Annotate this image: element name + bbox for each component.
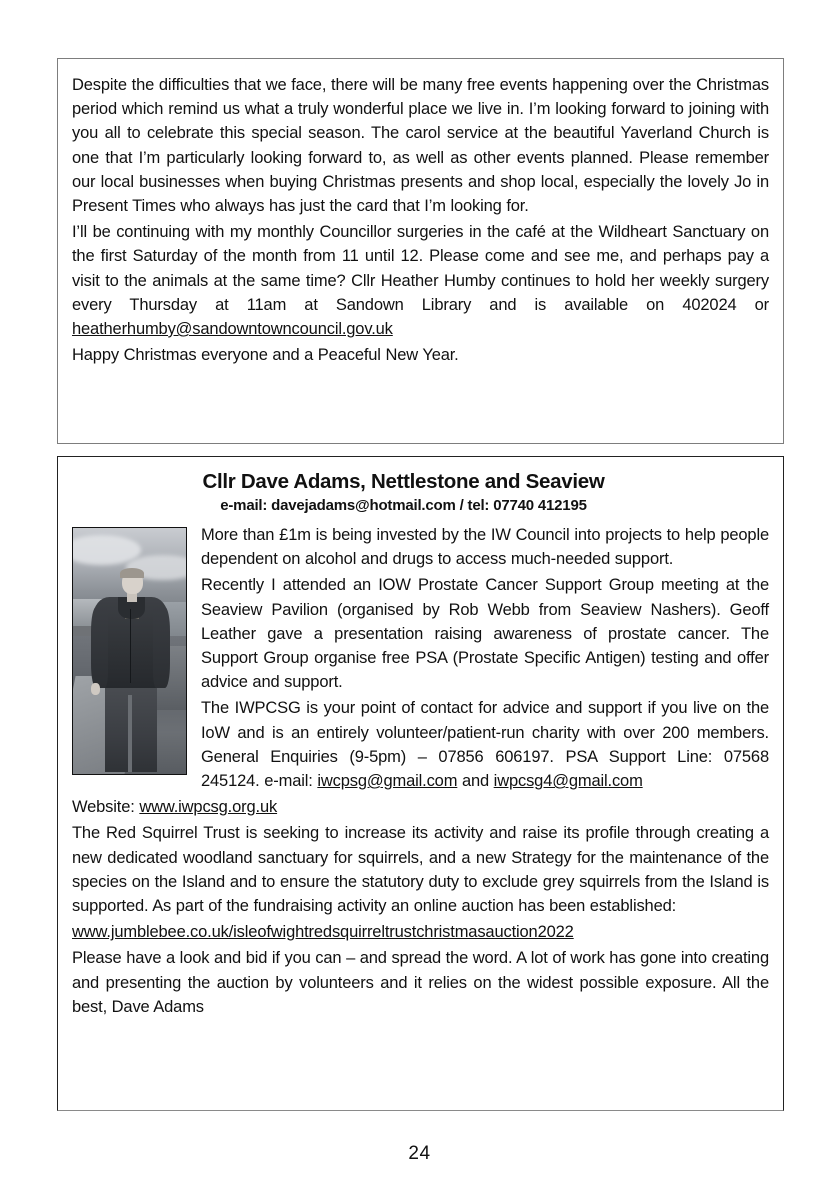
letter-closing: Happy Christmas everyone and a Peaceful New Year.: [72, 346, 459, 365]
letter-paragraph-2: [72, 220, 769, 341]
iwpcsg4-email-link[interactable]: iwpcsg4@gmail.com: [493, 772, 643, 791]
report-paragraph-1: More than £1m is being invested by the IW Council into projects to help people dependent on alcohol and drugs to access much-needed support.: [201, 526, 769, 569]
report-website-line: [72, 795, 769, 819]
letter-paragraph-2-text: I’ll be continuing with my monthly Councillor surgeries in the café at the Wildheart Sanctuary on the first Saturday of the month from 11 until 12. Please come and see me, and perhaps pay a visit to the animals at the same time? Cllr Heather Humby continues to hold her weekly surgery every Thursday at 11am at Sandown Library and is available on 402024 or: [72, 223, 769, 314]
cllr-contact-line: e-mail: davejadams@hotmail.com / tel: 07740 412195: [220, 497, 587, 514]
auction-url-line: [72, 920, 769, 944]
photo-person-leg-gap: [128, 695, 131, 771]
report-paragraph-5: Please have a look and bid if you can – and spread the word. A lot of work has gone into creating and presenting the auction by volunteers and it relies on the widest possible exposure. All the best, Dave Adams: [72, 949, 769, 1016]
councillor-letter-box: [57, 58, 784, 444]
page-number: 24: [408, 1143, 431, 1164]
report-paragraph-3-joiner: and: [457, 772, 494, 791]
report-paragraph-3-text: The IWPCSG is your point of contact for advice and support if you live on the IoW and is an entirely volunteer/patient-run charity with over 200 members. General Enquiries (9-5pm) – 07856 606197. PSA Support Line: 07568 245124. e-mail:: [201, 699, 769, 791]
cllr-photo: [72, 527, 187, 775]
photo-person-arm-right: [153, 607, 170, 688]
dave-adams-box: [57, 456, 784, 1111]
report-paragraph-4: The Red Squirrel Trust is seeking to increase its activity and raise its profile through creating a new dedicated woodland sanctuary for squirrels, and a new Strategy for the maintenance of the species on the Island and to ensure the statutory duty to exclude grey squirrels from the Island is supported. As part of the fundraising activity an online auction has been established:: [72, 824, 769, 916]
cllr-name-heading: Cllr Dave Adams, Nettlestone and Seaview: [202, 470, 605, 493]
photo-person-zip: [130, 609, 132, 683]
photo-person-hand: [91, 683, 100, 695]
report-paragraph-2: Recently I attended an IOW Prostate Cancer Support Group meeting at the Seaview Pavilion (organised by Rob Webb from Seaview Nashers). Geoff Leather gave a presentation raising awareness of prostate cancer. The Support Group organise free PSA (Prostate Specific Antigen) testing and offer advice and support.: [201, 576, 769, 692]
website-label: Website:: [72, 798, 140, 817]
letter-paragraph-1: Despite the difficulties that we face, there will be many free events happening over the Christmas period which remind us what a truly wonderful place we live in. I’m looking forward to joining with you all to celebrate this special season. The carol service at the beautiful Yaverland Church is one that I’m particularly looking forward to, as well as other events planned. Please remember our local businesses when buying Christmas presents and shop local, especially the lovely Jo in Present Times who always has just the card that I’m looking for.: [72, 76, 769, 216]
jumblebee-auction-link[interactable]: www.jumblebee.co.uk/isleofwightredsquirreltrustchristmasauction2022: [72, 923, 574, 942]
iwcpsg-email-link[interactable]: iwcpsg@gmail.com: [317, 772, 458, 791]
iwpcsg-website-link[interactable]: www.iwpcsg.org.uk: [139, 798, 278, 817]
heatherhumby-email-link[interactable]: heatherhumby@sandowntowncouncil.gov.uk: [72, 320, 393, 339]
photo-person-hair: [120, 568, 144, 578]
photo-person-arm-left: [91, 607, 108, 688]
